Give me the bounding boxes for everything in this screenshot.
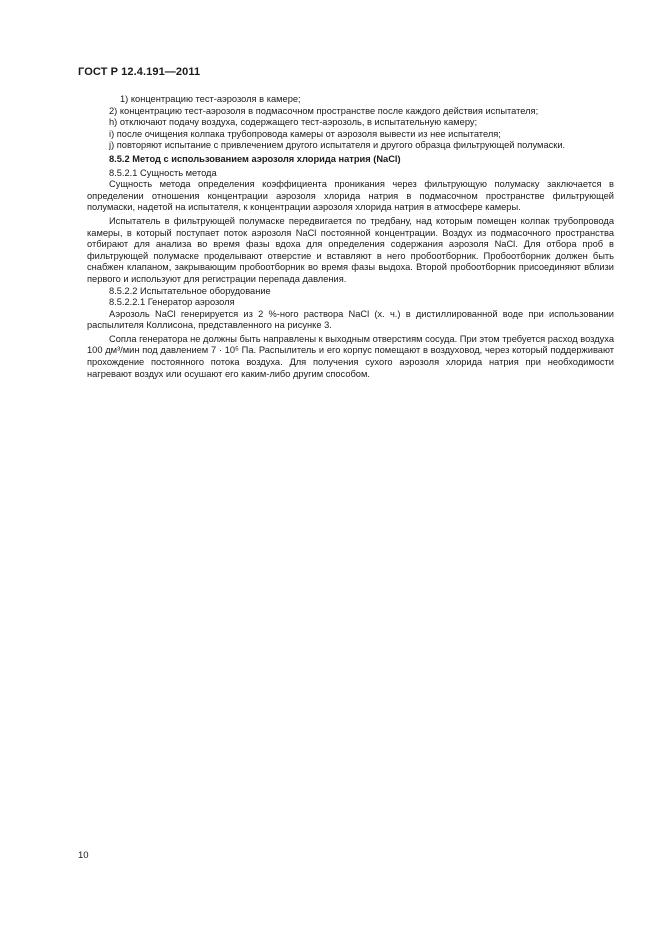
list-item-h: h) отключают подачу воздуха, содержащего тест-аэрозоль, в испытательную камеру; [109, 117, 478, 128]
document-body [87, 94, 614, 380]
paragraph-generator-nozzles: Сопла генератора не должны быть направлены к выходным отверстиям сосуда. При этом требуется расход воздуха 100 дм³/мин под давлением 7 · 10⁵ Па. Распылитель и его корпус помещают в воздуховод, через который поддерживают прохождение постоянного потока воздуха. Для получения сухого аэрозоля хлорида натрия при необходимости нагревают воздух или осушают его каким-либо другим способом. [87, 333, 614, 379]
document-header: ГОСТ Р 12.4.191—2011 [78, 66, 201, 78]
subsection-heading-8-5-2-1: 8.5.2.1 Сущность метода [109, 167, 217, 178]
paragraph-tester-procedure: Испытатель в фильтрующей полумаске передвигается по тредбану, над которым помещен колпак трубопровода камеры, в который поступает поток аэрозоля NaCl постоянной концентрации. Воздух из подмасочного пространства отбирают для анализа во время фазы вдоха для определения содержания аэрозоля NaCl. Для отбора проб в фильтрующей полумаске проделывают отверстие и вставляют в него пробоотборник. Пробоотборник должен быть снабжен клапаном, закрывающим пробоотборник во время фазы выдоха. Второй пробоотборник присоединяют вблизи первого и используют для регистрации перепада давления. [87, 215, 614, 284]
paragraph-aerosol-generation: Аэрозоль NaCl генерируется из 2 %-ного раствора NaCl (х. ч.) в дистиллированной воде при использовании распылителя Коллисона, представленного на рисунке 3. [87, 308, 614, 331]
list-item-i: i) после очищения колпака трубопровода камеры от аэрозоля вывести из нее испытателя; [109, 128, 501, 139]
list-item-2: 2) концентрацию тест-аэрозоля в подмасочном пространстве после каждого действия испытателя; [109, 105, 539, 116]
paragraph-method-essence: Сущность метода определения коэффициента проникания через фильтрующую полумаску заключается в определении отношения концентрации аэрозоля хлорида натрия в подмасочном пространстве фильтрующей полумаски, надетой на испытателя, к концентрации аэрозоля хлорида натрия в атмосфере камеры. [87, 179, 614, 213]
page-number: 10 [78, 850, 89, 861]
section-heading-8-5-2: 8.5.2 Метод с использованием аэрозоля хлорида натрия (NaCl) [109, 153, 401, 164]
subsection-heading-8-5-2-2: 8.5.2.2 Испытательное оборудование [109, 285, 271, 296]
subsection-heading-8-5-2-2-1: 8.5.2.2.1 Генератор аэрозоля [109, 297, 235, 308]
list-item-j: j) повторяют испытание с привлечением другого испытателя и другого образца фильтрующей полумаски. [109, 140, 566, 151]
list-item-1: 1) концентрацию тест-аэрозоля в камере; [120, 94, 301, 104]
